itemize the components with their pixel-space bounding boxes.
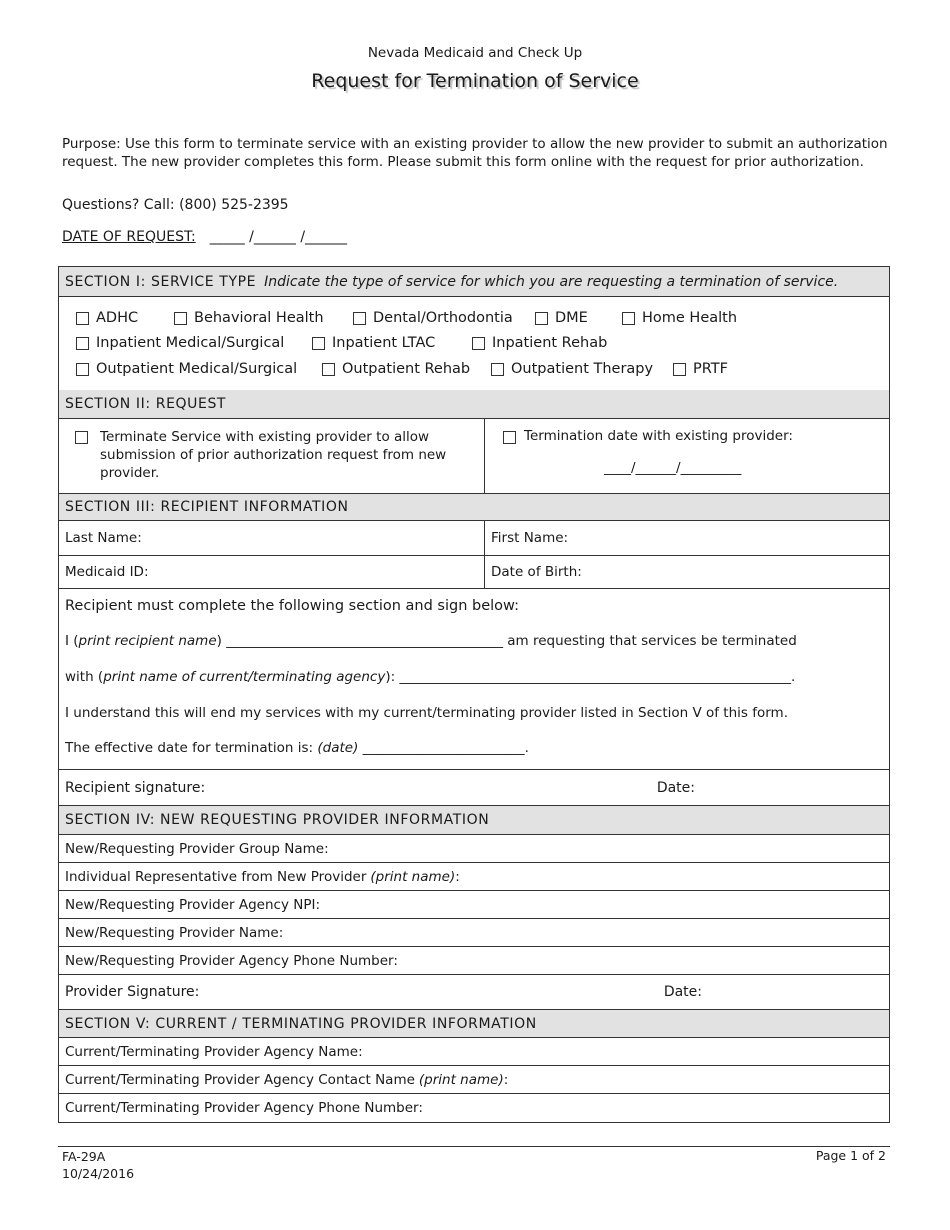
date-of-request [62, 229, 347, 245]
recipient-statement [59, 589, 889, 770]
option-label: Inpatient LTAC [332, 335, 436, 351]
section-1-note: Indicate the type of service for which you are requesting a termination of service. [264, 273, 839, 290]
checkbox[interactable] [535, 312, 548, 325]
section-1-label: SECTION I: SERVICE TYPE [65, 273, 257, 290]
option-dme[interactable] [535, 310, 588, 326]
form-id: FA-29A [62, 1149, 106, 1164]
option-inpatient-medical-surgical[interactable] [76, 335, 284, 351]
agency-name: Nevada Medicaid and Check Up [367, 45, 583, 61]
option-label: Behavioral Health [194, 310, 324, 326]
section-1-header [59, 267, 889, 297]
line-text: The effective date for termination is: [65, 740, 318, 756]
terminate-service-text [100, 428, 446, 482]
current-contact-name-field[interactable] [59, 1066, 889, 1094]
section-5-header [59, 1010, 889, 1038]
line-italic: print name of current/terminating agency [103, 669, 386, 685]
provider-signature-row [59, 975, 889, 1010]
medicaid-id-field[interactable]: Medicaid ID: [59, 556, 485, 588]
footer-divider [58, 1146, 890, 1147]
option-label: Inpatient Medical/Surgical [96, 335, 285, 351]
termination-date-option[interactable] [485, 419, 889, 493]
section-5-label: SECTION V: CURRENT / TERMINATING PROVIDER INFORMATION [65, 1015, 537, 1032]
termination-date-checkbox[interactable] [503, 431, 516, 444]
option-label: DME [555, 310, 588, 326]
terminate-service-checkbox[interactable] [75, 431, 88, 444]
recipient-date-field[interactable]: Date: [656, 779, 695, 796]
service-type-options [59, 297, 889, 390]
purpose-text: Purpose: Use this form to terminate service with an existing provider to allow the new provider to submit an authorization request. The new provider completes this form. Please submit this form online with the request for prior authorization. [62, 136, 888, 170]
checkbox[interactable] [76, 312, 89, 325]
checkbox[interactable] [312, 337, 325, 350]
option-label: Outpatient Medical/Surgical [96, 361, 298, 377]
provider-date-field[interactable]: Date: [663, 984, 702, 1000]
recipient-signature-row [59, 770, 889, 806]
option-inpatient-rehab[interactable] [472, 335, 607, 351]
option-adhc[interactable] [76, 310, 138, 326]
line-text: ________________________. [358, 740, 529, 756]
recipient-signature-field[interactable]: Recipient signature: [65, 779, 206, 796]
footer-form-info [62, 1148, 134, 1182]
page-number: Page 1 of 2 [815, 1148, 886, 1163]
option-label: PRTF [693, 361, 728, 377]
date-of-request-label: DATE OF REQUEST: [62, 229, 196, 245]
termination-date-label: Termination date with existing provider: [524, 428, 793, 444]
checkbox[interactable] [174, 312, 187, 325]
option-behavioral-health[interactable] [174, 310, 324, 326]
option-label: ADHC [96, 310, 139, 326]
terminate-text-line: Terminate Service with existing provider to allow [100, 429, 430, 445]
date-of-request-field[interactable]: _____ /______ /______ [209, 229, 348, 245]
termination-date-field[interactable]: ____/______/_________ [604, 460, 742, 476]
option-inpatient-ltac[interactable] [312, 335, 435, 351]
option-prtf[interactable] [673, 361, 728, 377]
terminate-text-line: provider. [100, 465, 160, 481]
section-4-header [59, 806, 889, 835]
recipient-name-line[interactable] [65, 633, 797, 649]
field-label: Current/Terminating Provider Agency Contact Name [65, 1071, 415, 1088]
section-2-label: SECTION II: REQUEST [65, 396, 227, 412]
name-row [59, 521, 889, 556]
option-outpatient-medical-surgical[interactable] [76, 361, 297, 377]
option-outpatient-therapy[interactable] [491, 361, 653, 377]
section-2-header [59, 390, 889, 419]
agency-npi-field[interactable]: New/Requesting Provider Agency NPI: [59, 891, 889, 919]
option-label: Home Health [642, 310, 738, 326]
date-of-birth-field[interactable]: Date of Birth: [491, 564, 582, 580]
checkbox[interactable] [491, 363, 504, 376]
checkbox[interactable] [322, 363, 335, 376]
line-text: I ( [65, 633, 79, 649]
field-italic: (print name) [370, 868, 456, 885]
current-agency-name-field[interactable]: Current/Terminating Provider Agency Name: [59, 1038, 889, 1066]
group-name-field[interactable]: New/Requesting Provider Group Name: [59, 835, 889, 863]
option-dental-orthodontia[interactable] [353, 310, 513, 326]
agency-name-line[interactable] [65, 669, 795, 685]
understanding-statement: I understand this will end my services with my current/terminating provider listed in Section V of this form. [65, 705, 788, 721]
questions-line: Questions? Call: (800) 525-2395 [62, 197, 289, 213]
option-home-health[interactable] [622, 310, 737, 326]
option-label: Outpatient Therapy [511, 361, 654, 377]
recipient-instruction: Recipient must complete the following section and sign below: [65, 598, 519, 614]
line-text: with ( [65, 669, 104, 685]
request-form [58, 266, 890, 1123]
field-colon: : [455, 868, 460, 885]
form-title: Request for Termination of Service [311, 70, 639, 92]
section-3-header [59, 494, 889, 521]
checkbox[interactable] [76, 363, 89, 376]
line-italic: (date) [317, 740, 359, 756]
request-options [59, 419, 889, 494]
option-outpatient-rehab[interactable] [322, 361, 470, 377]
provider-name-field[interactable]: New/Requesting Provider Name: [59, 919, 889, 947]
form-date: 10/24/2016 [62, 1166, 135, 1181]
last-name-field[interactable]: Last Name: [59, 521, 485, 555]
provider-signature-field[interactable]: Provider Signature: [65, 984, 200, 1000]
id-row [59, 556, 889, 589]
provider-phone-field[interactable]: New/Requesting Provider Agency Phone Number: [59, 947, 889, 975]
line-text: ): __________________________________________________________. [385, 669, 796, 685]
section-4-label: SECTION IV: NEW REQUESTING PROVIDER INFORMATION [65, 812, 490, 828]
current-phone-field[interactable]: Current/Terminating Provider Agency Phone Number: [65, 1100, 423, 1116]
representative-field[interactable] [59, 863, 889, 891]
section-3-label: SECTION III: RECIPIENT INFORMATION [65, 499, 349, 515]
option-label: Dental/Orthodontia [373, 310, 513, 326]
terminate-service-option[interactable] [59, 419, 485, 493]
checkbox[interactable] [472, 337, 485, 350]
terminate-text-line: submission of prior authorization request from new [100, 447, 447, 463]
first-name-field[interactable]: First Name: [491, 530, 569, 546]
line-italic: print recipient name [78, 633, 217, 649]
field-colon: : [503, 1071, 509, 1088]
option-label: Inpatient Rehab [492, 335, 608, 351]
checkbox[interactable] [673, 363, 686, 376]
effective-date-line[interactable] [65, 740, 529, 756]
option-label: Outpatient Rehab [342, 361, 471, 377]
field-label: Individual Representative from New Provider [65, 868, 367, 885]
checkbox[interactable] [76, 337, 89, 350]
field-italic: (print name) [418, 1071, 504, 1088]
checkbox[interactable] [353, 312, 366, 325]
checkbox[interactable] [622, 312, 635, 325]
line-text: ) _________________________________________ am requesting that services be terminated [216, 633, 797, 649]
